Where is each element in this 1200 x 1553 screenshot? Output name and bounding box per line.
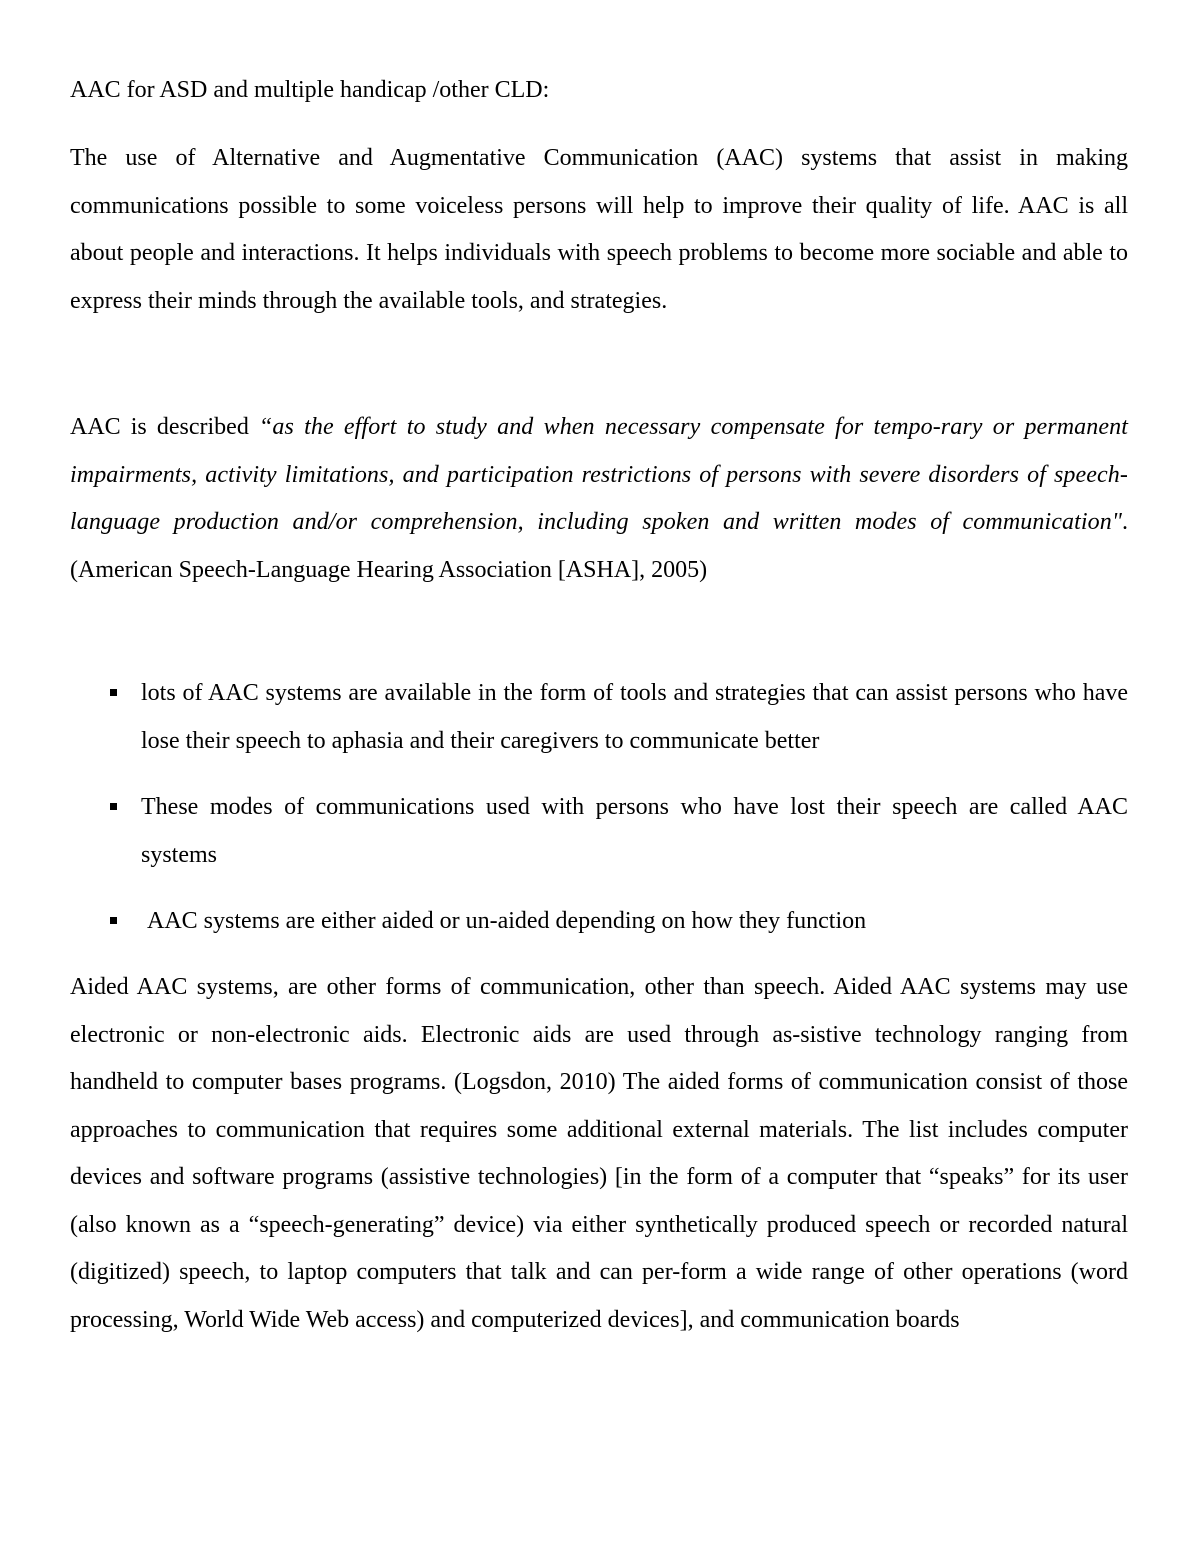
list-item — [70, 897, 1128, 945]
document-page — [70, 66, 1128, 1344]
bullet-list — [70, 669, 1128, 945]
definition-paragraph — [70, 404, 1128, 594]
asha-citation: . (American Speech-Language Hearing Association [ASHA], 2005) — [70, 509, 1128, 583]
square-bullet-icon — [110, 689, 117, 696]
list-item — [70, 783, 1128, 879]
square-bullet-icon — [110, 917, 117, 924]
list-item-text: AAC systems are either aided or un-aided depending on how they function — [147, 908, 867, 934]
square-bullet-icon — [110, 803, 117, 810]
list-item-text: These modes of communications used with persons who have lost their speech are called AAC systems — [141, 794, 1128, 868]
asha-quote: “as the effort to study and when necessary compensate for tempo-rary or permanent impairments, activity limitations, and participation restrictions of persons with severe disorders of speech-language production and/or comprehension, including spoken and written modes of communication" — [70, 414, 1128, 535]
aided-aac-paragraph: Aided AAC systems, are other forms of communication, other than speech. Aided AAC systems may use electronic or non-electronic aids. Electronic aids are used through as-sistive technology ranging from handheld to computer bases programs. (Logsdon, 2010) The aided forms of communication consist of those approaches to communication that requires some additional external materials. The list includes computer devices and software programs (assistive technologies) [in the form of a computer that “speaks” for its user (also known as a “speech-generating” device) via either synthetically produced speech or recorded natural (digitized) speech, to laptop computers that talk and can per-form a wide range of other operations (word processing, World Wide Web access) and computerized devices], and communication boards — [70, 974, 1128, 1333]
list-item — [70, 669, 1128, 765]
list-item-text: lots of AAC systems are available in the form of tools and strategies that can assist persons who have lose their speech to aphasia and their caregivers to communicate better — [141, 680, 1128, 754]
document-heading: AAC for ASD and multiple handicap /other CLD: — [70, 77, 550, 103]
definition-lead: AAC is described — [70, 414, 259, 440]
intro-paragraph: The use of Alternative and Augmentative Communication (AAC) systems that assist in making communications possible to some voiceless persons will help to improve their quality of life. AAC is all about people and interactions. It helps individuals with speech problems to become more sociable and able to express their minds through the available tools, and strategies. — [70, 145, 1128, 314]
